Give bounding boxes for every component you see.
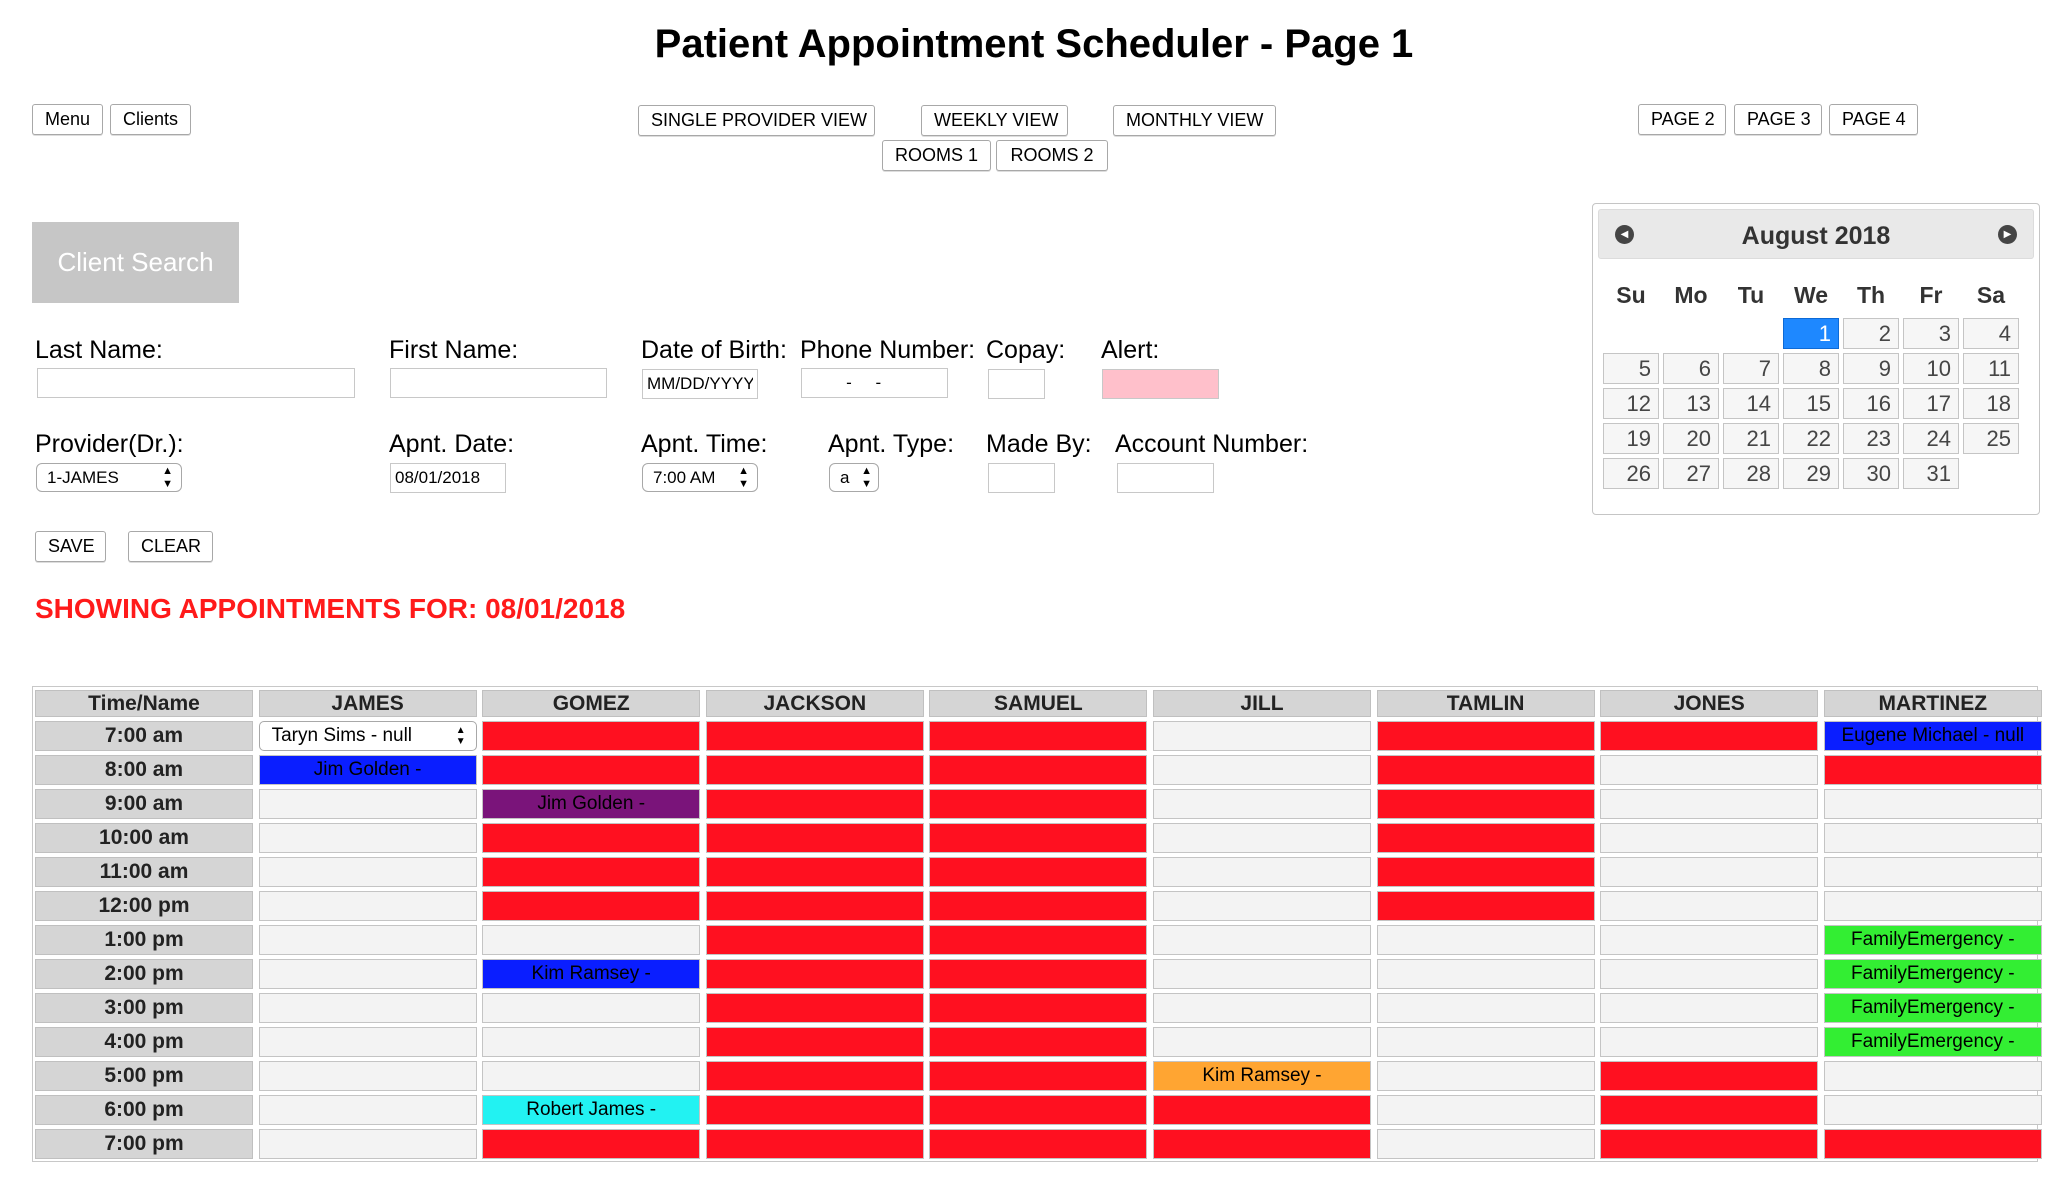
appointment-slot[interactable]: [1377, 755, 1595, 785]
appointment-slot[interactable]: [929, 789, 1147, 819]
apnt-date-input[interactable]: [390, 463, 506, 493]
appointment-slot[interactable]: [706, 1027, 924, 1057]
calendar-day[interactable]: 15: [1783, 388, 1839, 419]
appointment-slot[interactable]: [1824, 755, 2042, 785]
appointment-slot[interactable]: [1824, 891, 2042, 921]
provider-column-header: MARTINEZ: [1824, 690, 2042, 717]
appointment-slot[interactable]: [1824, 789, 2042, 819]
select-arrows-icon: ▲ ▼: [738, 465, 749, 490]
provider-label: Provider(Dr.):: [35, 430, 184, 458]
calendar-weekday-header: Mo: [1674, 282, 1708, 308]
provider-column-header: JAMES: [259, 690, 477, 717]
appointment-slot[interactable]: [929, 1027, 1147, 1057]
appointment-slot[interactable]: [1153, 789, 1371, 819]
appointment-slot[interactable]: [1824, 1061, 2042, 1091]
calendar-weekday-header: We: [1793, 282, 1829, 308]
appointment-slot[interactable]: [1600, 891, 1818, 921]
menu-button[interactable]: Menu: [32, 104, 103, 135]
appointment-slot[interactable]: [1600, 993, 1818, 1023]
appointment-slot[interactable]: [1600, 823, 1818, 853]
appointment-slot[interactable]: [706, 1061, 924, 1091]
appointment-slot[interactable]: [1153, 1027, 1371, 1057]
appointment-slot[interactable]: [482, 721, 700, 751]
appointment-slot-booked[interactable]: FamilyEmergency -: [1824, 993, 2042, 1023]
appointment-slot[interactable]: [929, 1129, 1147, 1159]
appointment-slot[interactable]: [706, 891, 924, 921]
appointment-slot[interactable]: [482, 857, 700, 887]
appointment-slot[interactable]: [1377, 721, 1595, 751]
appointment-slot[interactable]: [482, 925, 700, 955]
weekly-view-button[interactable]: WEEKLY VIEW: [921, 105, 1068, 136]
calendar-day[interactable]: 4: [1963, 318, 2019, 349]
last-name-label: Last Name:: [35, 336, 163, 364]
appointment-slot-booked[interactable]: Jim Golden -: [259, 755, 477, 785]
appointment-slot[interactable]: [706, 823, 924, 853]
appointment-slot[interactable]: [1600, 959, 1818, 989]
date-picker-calendar: [1592, 203, 2040, 515]
calendar-day[interactable]: 26: [1603, 458, 1659, 489]
page-4-button[interactable]: PAGE 4: [1829, 104, 1918, 135]
alert-input[interactable]: [1102, 369, 1219, 399]
calendar-weekday-header: Su: [1616, 282, 1646, 308]
appointment-slot-booked[interactable]: FamilyEmergency -: [1824, 959, 2042, 989]
appointment-slot[interactable]: [1824, 857, 2042, 887]
calendar-day[interactable]: 5: [1603, 353, 1659, 384]
appointment-slot[interactable]: [706, 959, 924, 989]
apnt-time-select[interactable]: [642, 463, 758, 492]
appointment-slot[interactable]: [1824, 1095, 2042, 1125]
phone-number-input[interactable]: - -: [801, 368, 948, 398]
appointment-slot[interactable]: [1600, 1027, 1818, 1057]
calendar-day[interactable]: 3: [1903, 318, 1959, 349]
calendar-day[interactable]: 23: [1843, 423, 1899, 454]
appointment-slot[interactable]: [259, 891, 477, 921]
calendar-day[interactable]: 13: [1663, 388, 1719, 419]
calendar-day[interactable]: 9: [1843, 353, 1899, 384]
calendar-day[interactable]: 25: [1963, 423, 2019, 454]
appointment-slot[interactable]: [482, 1129, 700, 1159]
calendar-day[interactable]: 22: [1783, 423, 1839, 454]
calendar-day[interactable]: 30: [1843, 458, 1899, 489]
appointment-slot[interactable]: [1600, 789, 1818, 819]
appointment-slot[interactable]: [706, 755, 924, 785]
account-number-label: Account Number:: [1115, 430, 1309, 458]
time-slot-label: 2:00 pm: [35, 959, 253, 989]
provider-column-header: JILL: [1153, 690, 1371, 717]
time-slot-label: 7:00 am: [35, 721, 253, 751]
prev-arrow-icon[interactable]: ◀: [1615, 225, 1634, 244]
calendar-day[interactable]: 19: [1603, 423, 1659, 454]
apnt-type-select[interactable]: [829, 463, 879, 492]
apnt-type-label: Apnt. Type:: [828, 430, 955, 458]
appointment-slot[interactable]: [259, 959, 477, 989]
calendar-day[interactable]: 21: [1723, 423, 1779, 454]
calendar-weekday-header: Tu: [1737, 282, 1765, 308]
dob-input[interactable]: [642, 369, 758, 399]
clear-button[interactable]: CLEAR: [128, 531, 213, 562]
appointment-slot[interactable]: [706, 925, 924, 955]
save-button[interactable]: SAVE: [35, 531, 106, 562]
calendar-day[interactable]: 6: [1663, 353, 1719, 384]
calendar-day[interactable]: 14: [1723, 388, 1779, 419]
provider-column-header: JONES: [1600, 690, 1818, 717]
calendar-day[interactable]: 2: [1843, 318, 1899, 349]
calendar-day[interactable]: 10: [1903, 353, 1959, 384]
calendar-weekday-header: Sa: [1976, 282, 2006, 308]
time-slot-label: 10:00 am: [35, 823, 253, 853]
appointment-slot[interactable]: [706, 721, 924, 751]
calendar-day[interactable]: 28: [1723, 458, 1779, 489]
phone-number-label: Phone Number:: [800, 336, 976, 364]
appointment-slot[interactable]: [929, 925, 1147, 955]
appointment-slot-booked[interactable]: FamilyEmergency -: [1824, 1027, 2042, 1057]
appointment-slot[interactable]: [482, 1027, 700, 1057]
appointment-slot[interactable]: [929, 857, 1147, 887]
calendar-day[interactable]: 11: [1963, 353, 2019, 384]
appointment-slot[interactable]: [1377, 959, 1595, 989]
apnt-time-select-value: 7:00 AM: [653, 468, 716, 487]
appointment-slot[interactable]: [706, 1129, 924, 1159]
time-slot-label: 5:00 pm: [35, 1061, 253, 1091]
appointment-slot[interactable]: [259, 993, 477, 1023]
appointment-slot[interactable]: [259, 857, 477, 887]
appointment-slot[interactable]: [482, 891, 700, 921]
appointment-slot[interactable]: [1377, 1095, 1595, 1125]
appointment-slot[interactable]: [482, 755, 700, 785]
appointment-select[interactable]: [259, 721, 477, 751]
account-number-input[interactable]: [1117, 463, 1214, 493]
calendar-day[interactable]: 16: [1843, 388, 1899, 419]
appointment-slot[interactable]: [1153, 959, 1371, 989]
appointment-slot[interactable]: [1600, 721, 1818, 751]
appointment-slot[interactable]: [1600, 857, 1818, 887]
calendar-weekday-header: Th: [1856, 282, 1886, 308]
appointment-slot[interactable]: [929, 755, 1147, 785]
provider-column-header: JACKSON: [706, 690, 924, 717]
appointment-slot[interactable]: [259, 925, 477, 955]
select-arrows-icon: ▲ ▼: [162, 465, 173, 490]
calendar-day[interactable]: 20: [1663, 423, 1719, 454]
time-slot-label: 6:00 pm: [35, 1095, 253, 1125]
page-2-button[interactable]: PAGE 2: [1638, 104, 1726, 135]
time-name-header: Time/Name: [35, 690, 253, 717]
appointment-slot[interactable]: [706, 993, 924, 1023]
first-name-label: First Name:: [389, 336, 519, 364]
appointment-slot[interactable]: [1377, 857, 1595, 887]
select-arrows-icon: ▲ ▼: [861, 465, 872, 490]
page-3-button[interactable]: PAGE 3: [1734, 104, 1822, 135]
alert-label: Alert:: [1101, 336, 1160, 364]
made-by-input[interactable]: [988, 463, 1055, 493]
appointment-slot[interactable]: [1824, 1129, 2042, 1159]
apnt-type-select-value: a: [840, 468, 850, 487]
appointment-slot[interactable]: [1153, 721, 1371, 751]
appointment-slot[interactable]: [482, 823, 700, 853]
appointment-slot[interactable]: [706, 857, 924, 887]
first-name-input[interactable]: [390, 368, 607, 398]
appointment-slot-booked[interactable]: Jim Golden -: [482, 789, 700, 819]
time-slot-label: 8:00 am: [35, 755, 253, 785]
provider-column-header: TAMLIN: [1377, 690, 1595, 717]
monthly-view-button[interactable]: MONTHLY VIEW: [1113, 105, 1276, 136]
appointment-slot[interactable]: [259, 1129, 477, 1159]
calendar-weekday-header: Fr: [1919, 282, 1943, 308]
appointment-slot[interactable]: [1377, 823, 1595, 853]
appointment-slot[interactable]: [1600, 1061, 1818, 1091]
appointment-slot-booked[interactable]: Kim Ramsey -: [482, 959, 700, 989]
calendar-day[interactable]: 29: [1783, 458, 1839, 489]
appointment-slot[interactable]: [929, 993, 1147, 1023]
appointment-slot-booked[interactable]: Robert James -: [482, 1095, 700, 1125]
made-by-label: Made By:: [986, 430, 1092, 458]
calendar-day[interactable]: 7: [1723, 353, 1779, 384]
apnt-time-label: Apnt. Time:: [641, 430, 768, 458]
appointment-slot[interactable]: [929, 1061, 1147, 1091]
appointment-slot[interactable]: [1600, 755, 1818, 785]
copay-label: Copay:: [986, 336, 1066, 364]
appointment-slot[interactable]: [1377, 925, 1595, 955]
dob-label: Date of Birth:: [641, 336, 787, 364]
appointment-slot-booked[interactable]: FamilyEmergency -: [1824, 925, 2042, 955]
single-provider-view-button[interactable]: SINGLE PROVIDER VIEW: [638, 105, 875, 136]
calendar-header: [1598, 209, 2034, 259]
appointment-grid: [32, 686, 2038, 1162]
calendar-day[interactable]: 18: [1963, 388, 2019, 419]
appointment-slot[interactable]: [1377, 789, 1595, 819]
page-title: Patient Appointment Scheduler - Page 1: [654, 22, 1414, 66]
appointment-slot[interactable]: [1377, 1061, 1595, 1091]
appointment-slot[interactable]: [1377, 891, 1595, 921]
appointment-slot[interactable]: [706, 1095, 924, 1125]
calendar-day[interactable]: 31: [1903, 458, 1959, 489]
apnt-date-label: Apnt. Date:: [389, 430, 515, 458]
calendar-day[interactable]: 24: [1903, 423, 1959, 454]
appointment-slot[interactable]: [929, 959, 1147, 989]
rooms-2-button[interactable]: ROOMS 2: [996, 140, 1108, 171]
appointment-slot[interactable]: [706, 789, 924, 819]
calendar-day[interactable]: 17: [1903, 388, 1959, 419]
provider-select[interactable]: [36, 463, 182, 492]
appointment-slot[interactable]: [929, 1095, 1147, 1125]
appointment-slot[interactable]: [929, 721, 1147, 751]
appointment-slot[interactable]: [1153, 1095, 1371, 1125]
appointment-slot[interactable]: [1153, 823, 1371, 853]
appointment-slot[interactable]: [1153, 925, 1371, 955]
appointment-slot[interactable]: [259, 1061, 477, 1091]
appointment-slot[interactable]: [1600, 1095, 1818, 1125]
appointment-slot[interactable]: [1600, 925, 1818, 955]
time-slot-label: 11:00 am: [35, 857, 253, 887]
calendar-day[interactable]: 12: [1603, 388, 1659, 419]
rooms-1-button[interactable]: ROOMS 1: [882, 140, 991, 171]
appointment-slot[interactable]: [1600, 1129, 1818, 1159]
appointment-slot-booked[interactable]: Kim Ramsey -: [1153, 1061, 1371, 1091]
next-arrow-icon[interactable]: ▶: [1998, 225, 2017, 244]
client-search-button[interactable]: Client Search: [32, 222, 239, 303]
showing-appointments-heading: SHOWING APPOINTMENTS FOR: 08/01/2018: [35, 593, 626, 624]
last-name-input[interactable]: [37, 368, 355, 398]
provider-column-header: SAMUEL: [929, 690, 1147, 717]
calendar-day[interactable]: 27: [1663, 458, 1719, 489]
select-arrows-icon: ▲ ▼: [455, 725, 466, 747]
appointment-slot[interactable]: [1153, 993, 1371, 1023]
clients-button[interactable]: Clients: [110, 104, 191, 135]
provider-select-value: 1-JAMES: [47, 468, 119, 487]
calendar-day[interactable]: 8: [1783, 353, 1839, 384]
appointment-select-value: Taryn Sims - null: [271, 725, 413, 746]
time-slot-label: 7:00 pm: [35, 1129, 253, 1159]
appointment-slot[interactable]: [1153, 857, 1371, 887]
appointment-slot[interactable]: [259, 789, 477, 819]
time-slot-label: 1:00 pm: [35, 925, 253, 955]
appointment-slot[interactable]: [259, 1095, 477, 1125]
time-slot-label: 3:00 pm: [35, 993, 253, 1023]
appointment-slot[interactable]: [1377, 993, 1595, 1023]
appointment-slot[interactable]: [1153, 755, 1371, 785]
appointment-slot[interactable]: [1377, 1027, 1595, 1057]
copay-input[interactable]: [988, 369, 1045, 399]
appointment-slot[interactable]: [1824, 823, 2042, 853]
calendar-day[interactable]: 1: [1783, 318, 1839, 349]
appointment-slot[interactable]: [1153, 1129, 1371, 1159]
appointment-slot[interactable]: [482, 993, 700, 1023]
time-slot-label: 4:00 pm: [35, 1027, 253, 1057]
provider-column-header: GOMEZ: [482, 690, 700, 717]
calendar-month-title: August 2018: [1741, 222, 1891, 250]
appointment-slot[interactable]: [259, 823, 477, 853]
time-slot-label: 9:00 am: [35, 789, 253, 819]
appointment-slot-booked[interactable]: Eugene Michael - null: [1824, 721, 2042, 751]
appointment-slot[interactable]: [929, 891, 1147, 921]
appointment-slot[interactable]: [1153, 891, 1371, 921]
appointment-slot[interactable]: [259, 1027, 477, 1057]
appointment-slot[interactable]: [482, 1061, 700, 1091]
appointment-slot[interactable]: [929, 823, 1147, 853]
appointment-slot[interactable]: [1377, 1129, 1595, 1159]
time-slot-label: 12:00 pm: [35, 891, 253, 921]
